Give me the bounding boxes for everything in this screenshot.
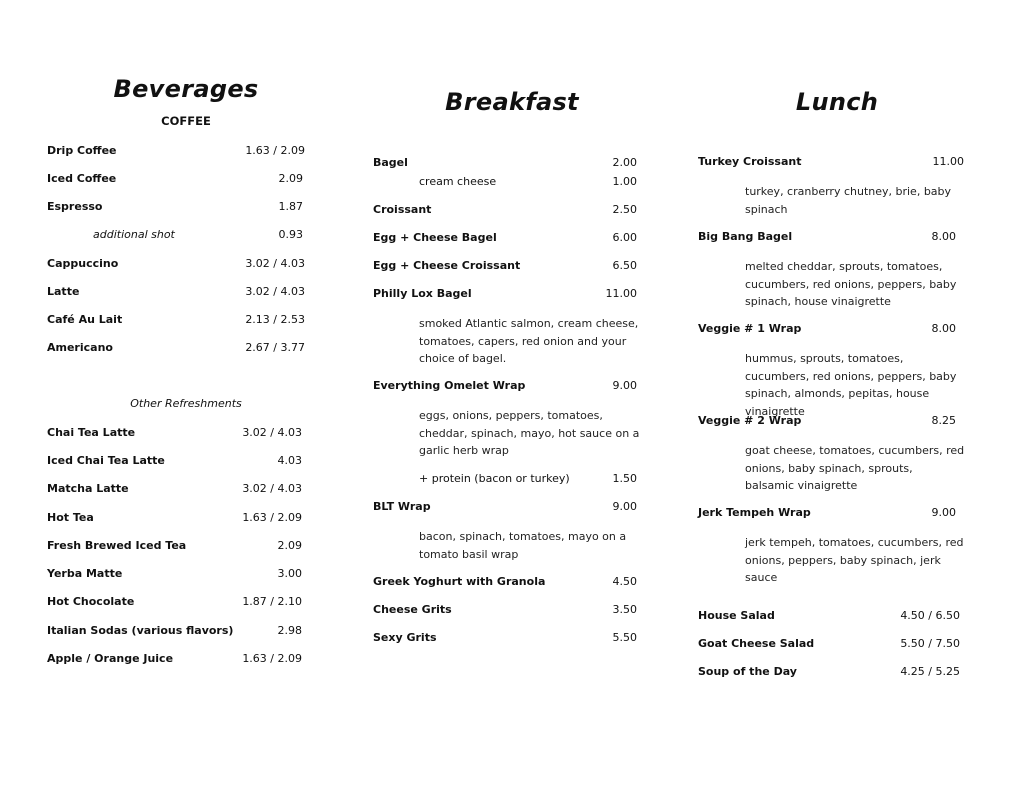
item-name: Chai Tea Latte [47,426,136,439]
menu-item [47,651,302,667]
menu-item [373,155,637,171]
item-name: Soup of the Day [698,665,797,678]
menu-item [47,510,302,526]
item-name: additional shot [93,228,175,241]
item-name: Greek Yoghurt with Granola [373,575,546,588]
menu-item [47,171,305,187]
menu-item [698,664,960,680]
item-name: Hot Chocolate [47,595,135,608]
menu-item [47,199,305,215]
item-price: 0.93 [278,228,303,241]
item-price: 2.98 [277,624,302,637]
menu-item [373,258,637,274]
item-price: 4.50 / 6.50 [900,609,960,622]
menu-item [698,413,956,429]
item-price: 6.00 [612,231,637,244]
menu-item [373,574,637,590]
item-price: 8.25 [931,414,956,427]
menu-item [47,340,305,356]
item-name: Bagel [373,156,408,169]
item-name: + protein (bacon or turkey) [419,472,570,485]
item-name: cream cheese [419,175,497,188]
item-price: 1.63 / 2.09 [245,144,305,157]
item-name: House Salad [698,609,775,622]
item-price: 3.00 [277,567,302,580]
item-price: 4.25 / 5.25 [900,665,960,678]
item-name: Matcha Latte [47,482,129,495]
menu-item [698,505,956,521]
item-price: 2.00 [612,156,637,169]
coffee-heading: COFFEE [161,114,211,128]
item-price: 5.50 / 7.50 [900,637,960,650]
breakfast-title: Breakfast [445,88,579,116]
item-name: BLT Wrap [373,500,431,513]
item-price: 3.02 / 4.03 [245,257,305,270]
item-price: 2.50 [612,203,637,216]
item-price: 1.50 [612,472,637,485]
item-name: Veggie # 2 Wrap [698,414,802,427]
menu-item [373,602,637,618]
item-name: Veggie # 1 Wrap [698,322,802,335]
item-description: goat cheese, tomatoes, cucumbers, red onions, baby spinach, sprouts, balsamic vinaigrette [745,444,965,492]
other-refreshments-heading: Other Refreshments [130,397,242,410]
menu-item [47,566,302,582]
item-description: smoked Atlantic salmon, cream cheese, tomatoes, capers, red onion and your choice of bagel. [419,317,639,365]
item-name: Big Bang Bagel [698,230,793,243]
menu-item [47,481,302,497]
menu-item [47,143,305,159]
lunch-title: Lunch [795,88,879,116]
item-description: melted cheddar, sprouts, tomatoes, cucumbers, red onions, peppers, baby spinach, house vinaigrette [745,260,957,308]
menu-item [698,229,956,245]
menu-item [698,636,960,652]
item-price: 2.09 [278,172,303,185]
item-name: Hot Tea [47,511,94,524]
item-price: 11.00 [932,155,964,168]
item-price: 2.67 / 3.77 [245,341,305,354]
item-price: 1.87 [278,200,303,213]
menu-item [47,425,302,441]
menu-item [698,321,956,337]
menu-item-addon [419,471,637,487]
item-price: 1.87 / 2.10 [242,595,302,608]
item-name: Drip Coffee [47,144,117,157]
item-name: Everything Omelet Wrap [373,379,526,392]
menu-item [47,538,302,554]
menu-item [373,286,637,302]
item-name: Iced Coffee [47,172,117,185]
item-price: 8.00 [931,322,956,335]
menu-item [373,630,637,646]
item-name: Jerk Tempeh Wrap [698,506,811,519]
item-price: 6.50 [612,259,637,272]
item-name: Egg + Cheese Croissant [373,259,521,272]
item-description: jerk tempeh, tomatoes, cucumbers, red onions, peppers, baby spinach, jerk sauce [745,536,964,584]
item-price: 9.00 [931,506,956,519]
item-name: Yerba Matte [47,567,123,580]
item-price: 3.02 / 4.03 [242,426,302,439]
item-name: Latte [47,285,80,298]
menu-item [373,202,637,218]
item-price: 1.63 / 2.09 [242,652,302,665]
menu-item [47,312,305,328]
item-price: 5.50 [612,631,637,644]
item-price: 2.09 [277,539,302,552]
item-name: Sexy Grits [373,631,437,644]
item-price: 3.02 / 4.03 [242,482,302,495]
item-price: 4.03 [277,454,302,467]
menu-item [698,608,960,624]
item-price: 1.00 [612,175,637,188]
menu-item [373,230,637,246]
item-price: 9.00 [612,379,637,392]
menu-item [373,499,637,515]
menu-item [698,154,964,170]
item-price: 8.00 [931,230,956,243]
item-description: hummus, sprouts, tomatoes, cucumbers, red onions, peppers, baby spinach, almonds, pepitas, house vinaigrette [745,352,957,418]
item-name: Goat Cheese Salad [698,637,815,650]
item-price: 1.63 / 2.09 [242,511,302,524]
item-price: 4.50 [612,575,637,588]
menu-item-addon [93,227,305,243]
item-name: Fresh Brewed Iced Tea [47,539,187,552]
item-name: Turkey Croissant [698,155,802,168]
menu-item [47,256,305,272]
item-name: Cappuccino [47,257,119,270]
item-price: 3.02 / 4.03 [245,285,305,298]
item-name: Croissant [373,203,432,216]
item-name: Philly Lox Bagel [373,287,472,300]
item-description: bacon, spinach, tomatoes, mayo on a tomato basil wrap [419,530,627,561]
menu-item [373,378,637,394]
item-price: 9.00 [612,500,637,513]
item-name: Iced Chai Tea Latte [47,454,165,467]
menu-item [47,453,302,469]
beverages-title: Beverages [113,75,259,103]
item-name: Espresso [47,200,103,213]
item-name: Apple / Orange Juice [47,652,174,665]
item-name: Cheese Grits [373,603,452,616]
menu-item [47,594,302,610]
item-description: eggs, onions, peppers, tomatoes, cheddar, spinach, mayo, hot sauce on a garlic herb wrap [419,409,640,457]
item-description: turkey, cranberry chutney, brie, baby spinach [745,185,952,216]
item-name: Italian Sodas (various flavors) [47,624,234,637]
item-name: Americano [47,341,113,354]
item-price: 3.50 [612,603,637,616]
menu-item-addon [419,174,637,190]
menu-item [47,284,305,300]
item-name: Egg + Cheese Bagel [373,231,497,244]
item-price: 2.13 / 2.53 [245,313,305,326]
item-name: Café Au Lait [47,313,123,326]
menu-item [47,623,302,639]
item-price: 11.00 [605,287,637,300]
